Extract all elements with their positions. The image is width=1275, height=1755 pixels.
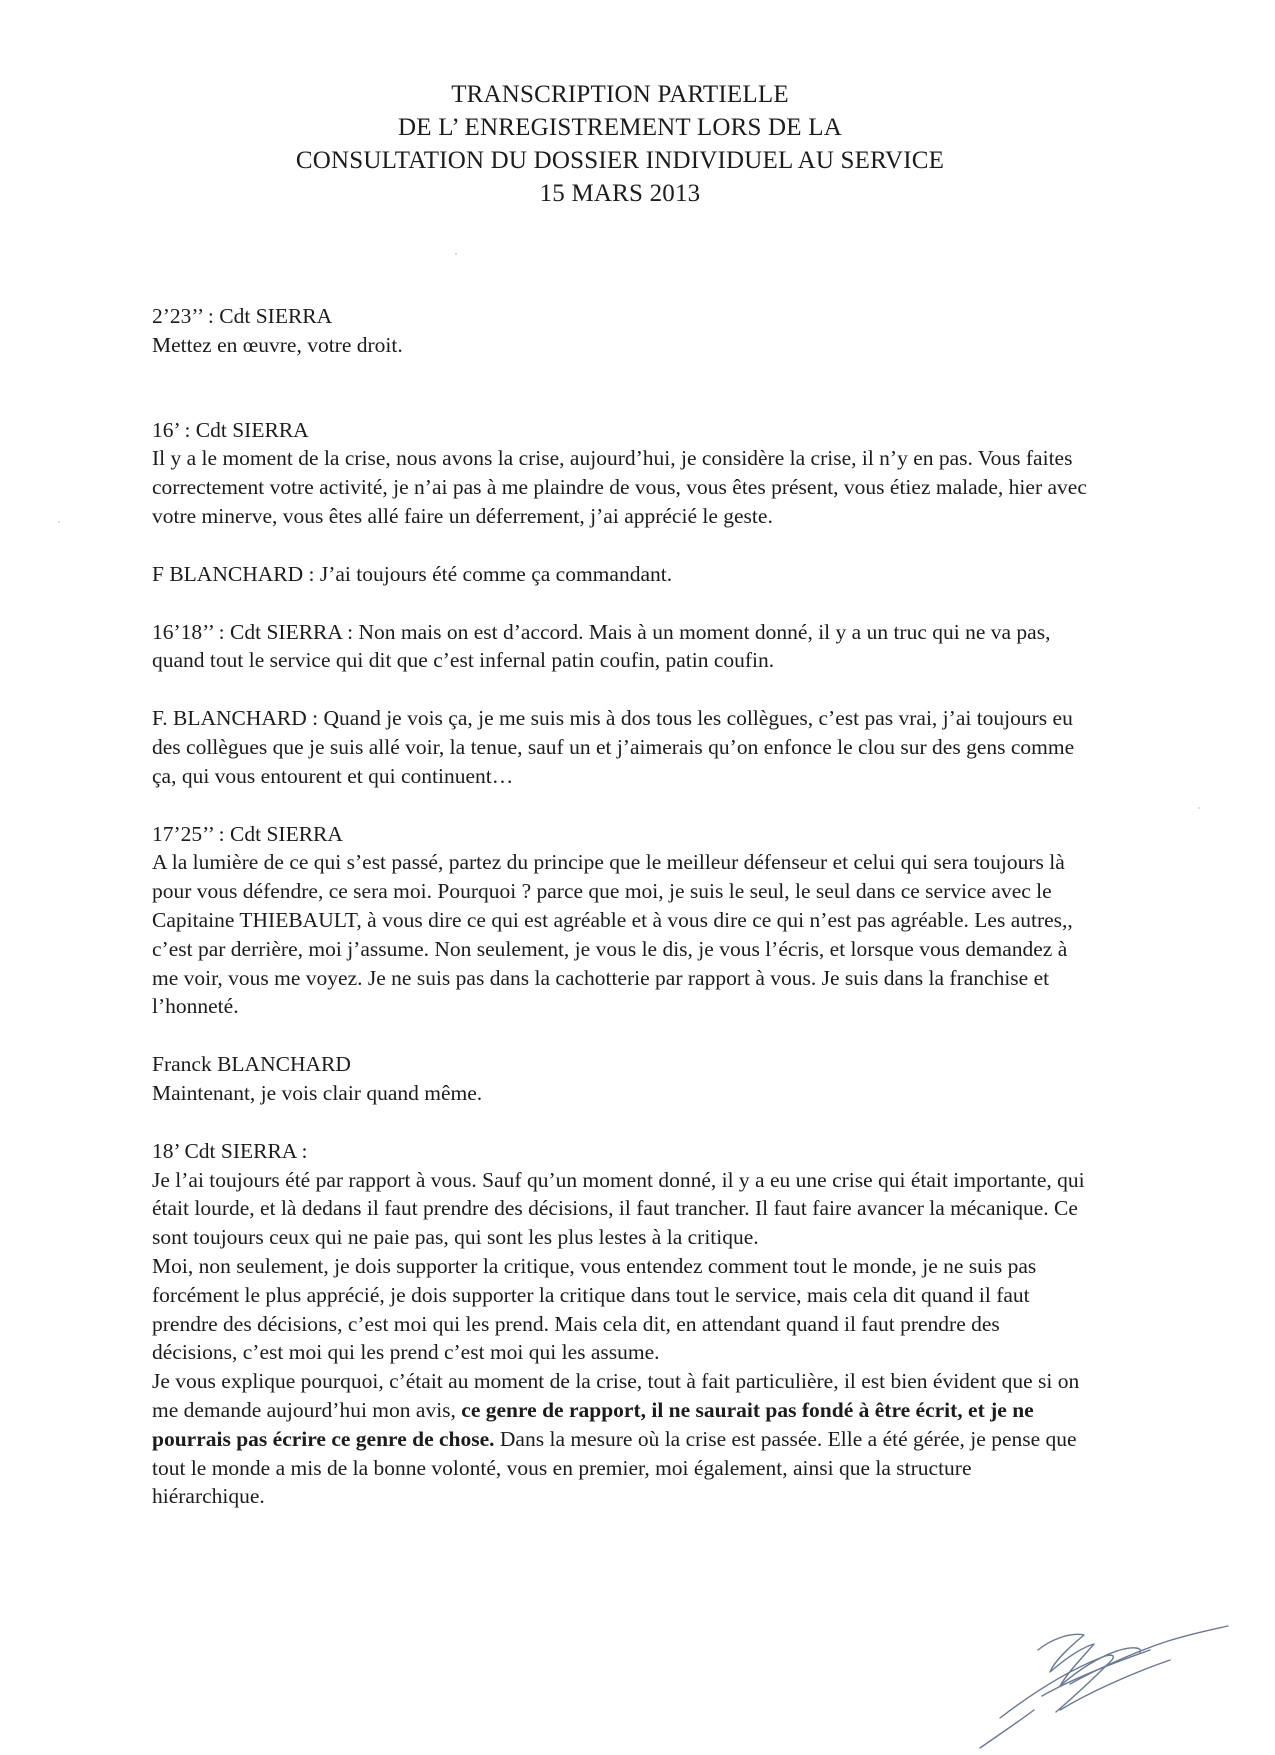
title-line: DE L’ ENREGISTREMENT LORS DE LA bbox=[398, 114, 842, 141]
speech-text: F BLANCHARD : J’ai toujours été comme ça commandant. bbox=[152, 561, 673, 586]
scan-speck bbox=[1198, 807, 1200, 809]
speaker-header: 18’ Cdt SIERRA : bbox=[152, 1138, 308, 1163]
speech-text-start: Je vous explique pourquoi, c’était au moment de la crise, tout à fait particulière, il est bien évident que si on me demande aujourd’hui mon avis, bbox=[152, 1369, 1080, 1422]
scan-speck bbox=[58, 521, 60, 523]
speech-text: Mettez en œuvre, votre droit. bbox=[152, 332, 403, 357]
transcript-section bbox=[152, 704, 1087, 790]
speech-text: Moi, non seulement, je dois supporter la critique, vous entendez comment tout le monde, je ne suis pas forcément le plus apprécié, je dois supporter la critique dans tout le service, mais cela dit quand il faut prendre des décisions, c’est moi qui les prend. Mais cela dit, en attendant quand il faut prendre des décisions, c’est moi qui les prend c’est moi qui les assume. bbox=[152, 1253, 1037, 1365]
bold-statement: ce genre de rapport, il ne saurait pas fondé à être écrit, et je ne pourrais pas écrire ce genre de chose. bbox=[152, 1397, 1034, 1451]
scan-speck bbox=[455, 253, 457, 255]
transcript-section bbox=[152, 302, 1087, 360]
speech-text bbox=[152, 1367, 1087, 1511]
title-line: 15 MARS 2013 bbox=[539, 180, 701, 207]
signature bbox=[960, 1600, 1250, 1750]
speech-text: A la lumière de ce qui s’est passé, partez du principe que le meilleur défenseur et celui qui sera toujours là pour vous défendre, ce sera moi. Pourquoi ? parce que moi, je suis le seul, le seul dans ce service avec le Capitaine THIEBAULT, à vous dire ce qui est agréable et à vous dire ce qui n’est pas agréable. Les autres,, c’est par derrière, moi j’assume. Non seulement, je vous le dis, je vous l’écris, et lorsque vous demandez à me voir, vous me voyez. Je ne suis pas dans la cachotterie par rapport à vous. Je suis dans la franchise et l’honneté. bbox=[152, 850, 1073, 1019]
speech-text: Je l’ai toujours été par rapport à vous. Sauf qu’un moment donné, il y a eu une crise qui était importante, qui était lourde, et là dedans il faut prendre des décisions, il faut trancher. Il faut faire avancer la mécanique. Ce sont toujours ceux qui ne paie pas, qui sont les plus lestes à la critique. bbox=[152, 1167, 1085, 1250]
speaker-header: 16’ : Cdt SIERRA bbox=[152, 417, 309, 442]
transcript-section bbox=[152, 1137, 1087, 1511]
transcript-section bbox=[152, 618, 1087, 676]
title-line: CONSULTATION DU DOSSIER INDIVIDUEL AU SERVICE bbox=[295, 147, 945, 174]
document-title bbox=[0, 78, 1240, 210]
transcript-section bbox=[152, 820, 1087, 1022]
speech-text: 16’18’’ : Cdt SIERRA : Non mais on est d’accord. Mais à un moment donné, il y a un truc qui ne va pas, quand tout le service qui dit que c’est infernal patin coufin, patin coufin. bbox=[152, 619, 1051, 673]
transcript-section bbox=[152, 416, 1087, 531]
speech-text: F. BLANCHARD : Quand je vois ça, je me suis mis à dos tous les collègues, c’est pas vrai, j’ai toujours eu des collègues que je suis allé voir, la tenue, sauf un et j’aimerais qu’on enfonce le clou sur des gens comme ça, qui vous entourent et qui continuent… bbox=[152, 706, 1075, 788]
transcript-section bbox=[152, 560, 1087, 589]
transcript-body bbox=[152, 302, 1087, 1511]
speaker-header: Franck BLANCHARD bbox=[152, 1052, 351, 1077]
speech-text: Il y a le moment de la crise, nous avons la crise, aujourd’hui, je considère la crise, il n’y en pas. Vous faites correctement votre activité, je n’ai pas à me plaindre de vous, vous êtes présent, vous étiez malade, hier avec votre minerve, vous êtes allé faire un déferrement, j’ai apprécié le geste. bbox=[152, 446, 1087, 528]
transcript-section bbox=[152, 1050, 1087, 1108]
speech-text: Maintenant, je vois clair quand même. bbox=[152, 1080, 483, 1105]
title-line: TRANSCRIPTION PARTIELLE bbox=[451, 81, 789, 108]
speaker-header: 17’25’’ : Cdt SIERRA bbox=[152, 821, 343, 846]
speech-text-end: Dans la mesure où la crise est passée. Elle a été gérée, je pense que tout le monde a mis de la bonne volonté, vous en premier, moi également, ainsi que la structure hiérarchique. bbox=[152, 1426, 1077, 1509]
speaker-header: 2’23’’ : Cdt SIERRA bbox=[152, 304, 333, 328]
